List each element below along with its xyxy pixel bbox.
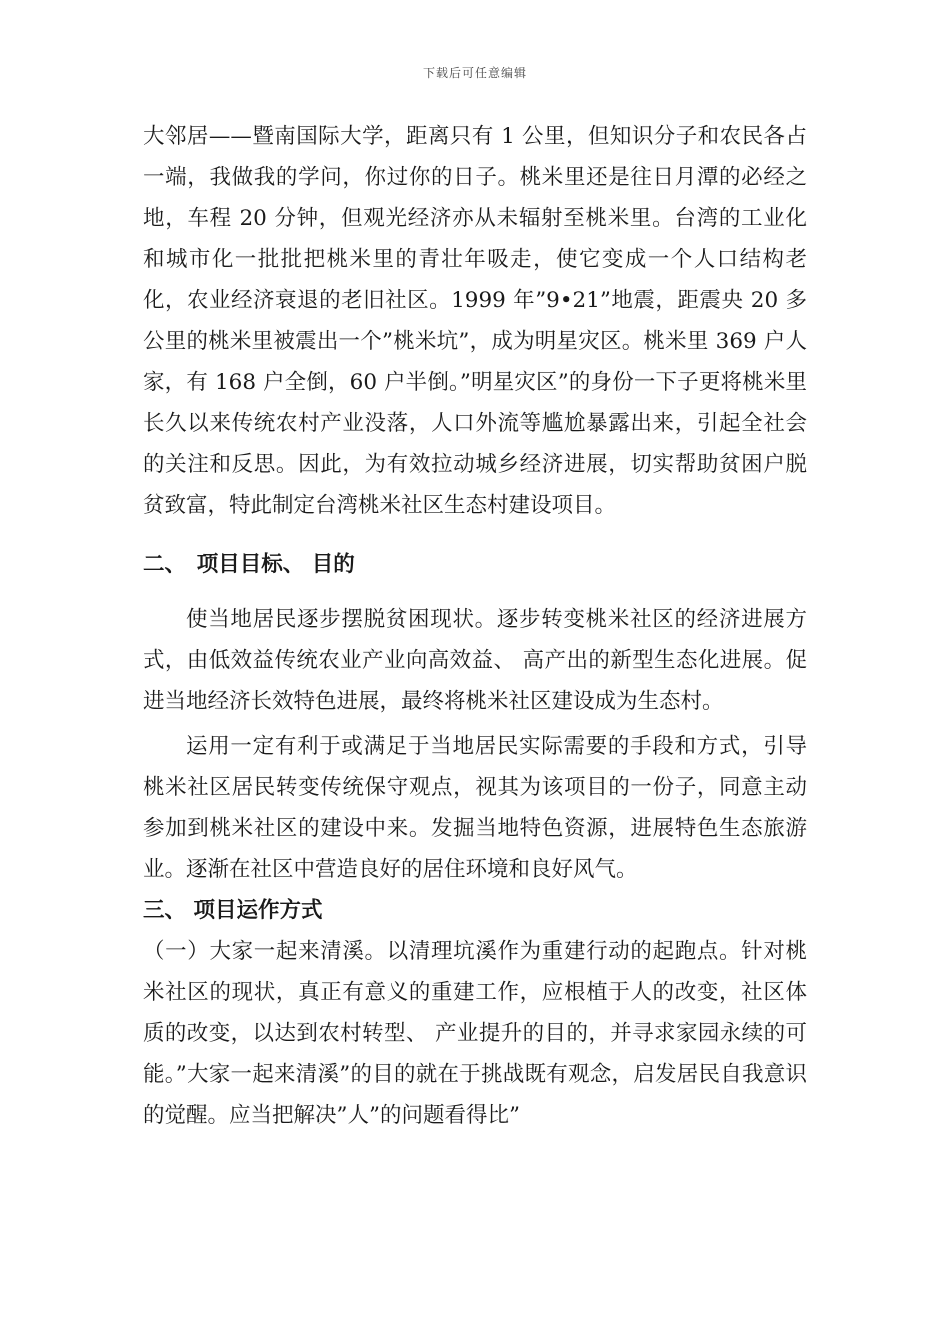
section-heading-method: 三、 项目运作方式 xyxy=(143,898,323,923)
paragraph-intro: 大邻居——暨南国际大学，距离只有 1 公里，但知识分子和农民各占一端，我做我的学问，你过你的日子。桃米里还是往日月潭的必经之地，车程 20 分钟，但观光经济亦从未辐射至桃米里。台湾的工业化和城市化一批批把桃米里的青壮年吸走，使它变成一个人口结构老化，农业经济衰退的老旧社区。1999 年”9•21”地震，距震央 20 多公里的桃米里被震出一个”桃米坑”，成为明星灾区。桃米里 369 户人家，有 168 户全倒，60 户半倒。”明星灾区”的身份一下子更将桃米里长久以来传统农村产业没落，人口外流等尴尬暴露出来，引起全社会的关注和反思。因此，为有效拉动城乡经济进展，切实帮助贫困户脱贫致富，特此制定台湾桃米社区生态村建设项目。 xyxy=(143,124,807,518)
header-note: 下载后可任意编辑 xyxy=(422,66,527,80)
document-body xyxy=(143,116,807,1136)
paragraph-method-1: （一）大家一起来清溪。以清理坑溪作为重建行动的起跑点。针对桃米社区的现状，真正有意义的重建工作，应根植于人的改变，社区体质的改变，以达到农村转型、 产业提升的目的，并寻求家园永续的可能。”大家一起来清溪”的目的就在于挑战既有观念，启发居民自我意识的觉醒。应当把解决”人”的问题看得比” xyxy=(143,939,807,1128)
paragraph-goal-1: 使当地居民逐步摆脱贫困现状。逐步转变桃米社区的经济进展方式，由低效益传统农业产业向高效益、 高产出的新型生态化进展。促进当地经济长效特色进展，最终将桃米社区建设成为生态村。 xyxy=(143,607,807,714)
section-heading-goals: 二、 项目目标、 目的 xyxy=(143,552,355,577)
paragraph-goal-2: 运用一定有利于或满足于当地居民实际需要的手段和方式，引导桃米社区居民转变传统保守观点，视其为该项目的一份子，同意主动参加到桃米社区的建设中来。发掘当地特色资源，进展特色生态旅游业。逐渐在社区中营造良好的居住环境和良好风气。 xyxy=(143,734,807,882)
